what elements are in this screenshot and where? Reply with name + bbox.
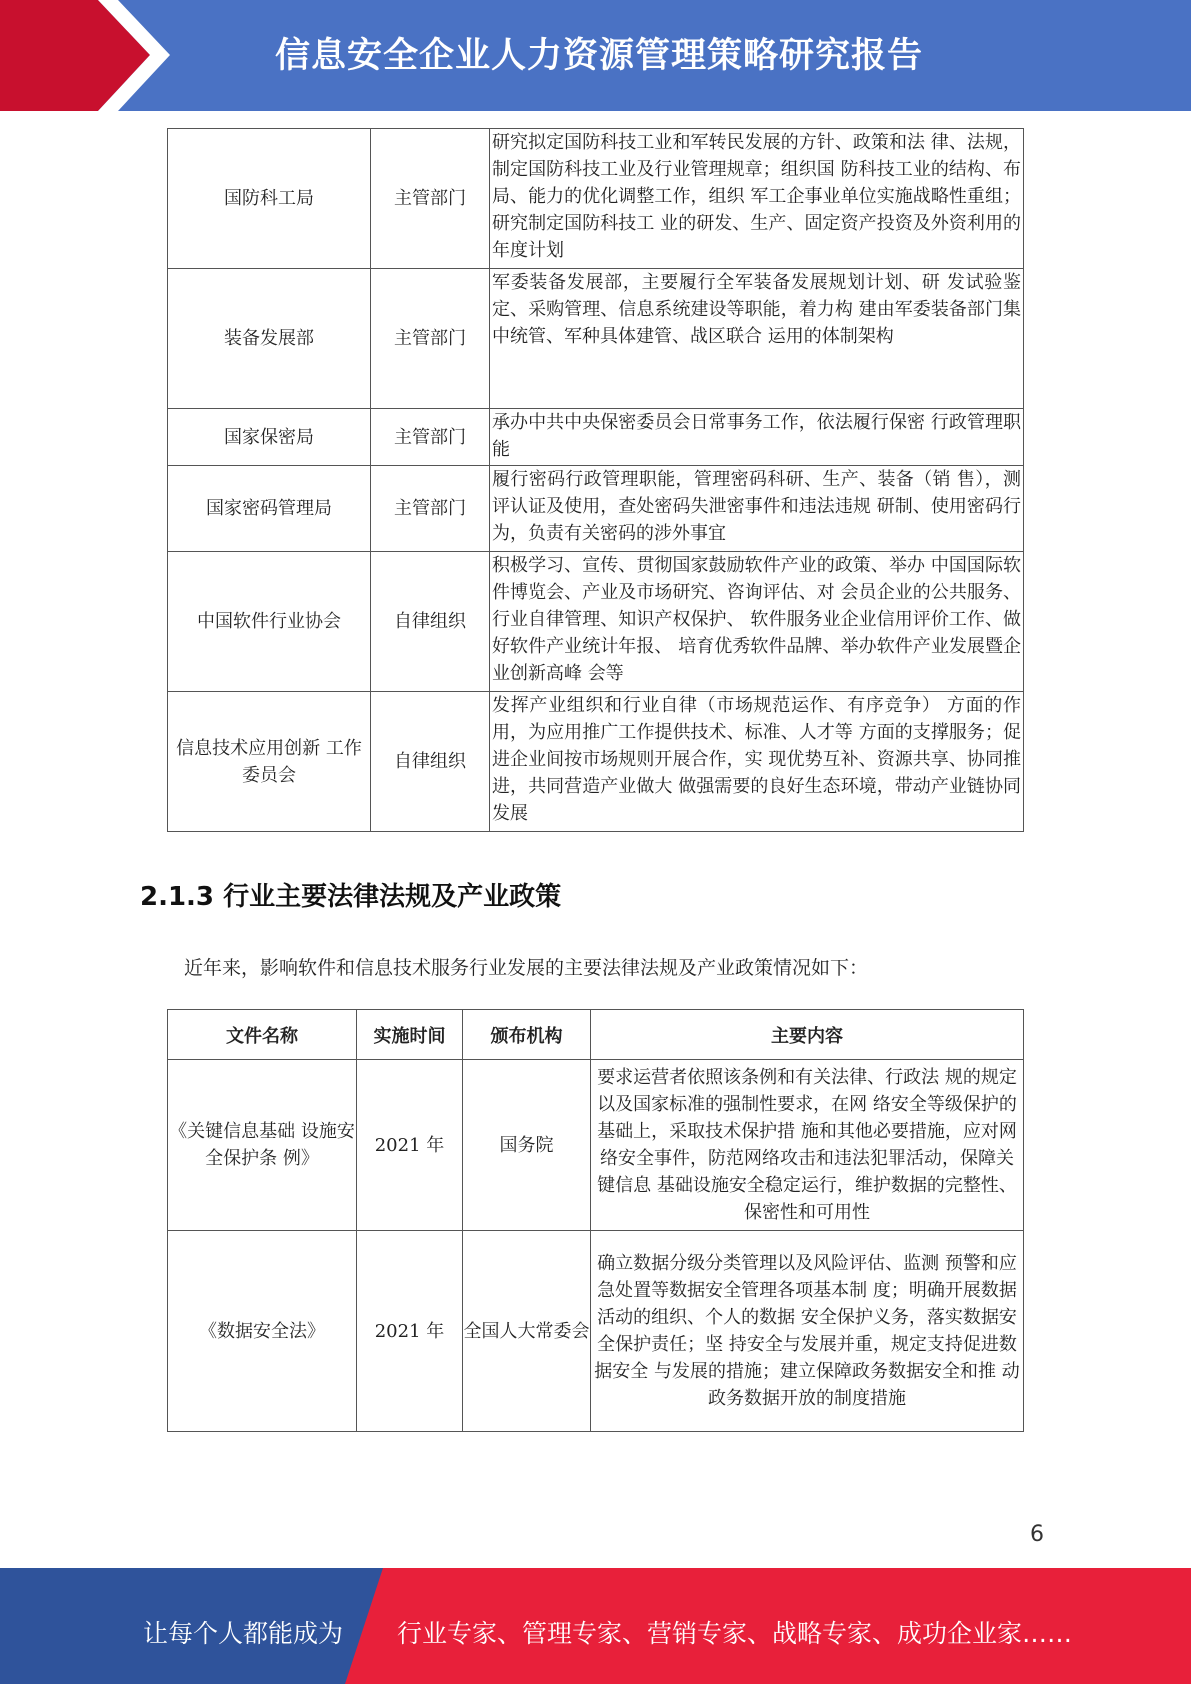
table-row [168, 129, 1024, 269]
body-type-cell: 主管部门 [371, 409, 490, 466]
section-intro-paragraph: 近年来，影响软件和信息技术服务行业发展的主要法律法规及产业政策情况如下： [184, 957, 869, 979]
table-row [168, 409, 1024, 466]
table-row [168, 692, 1024, 832]
footer-slogan-left: 让每个人都能成为 [143, 1619, 344, 1648]
table-row [168, 552, 1024, 692]
laws-policies-table [167, 1009, 1024, 1432]
report-title: 信息安全企业人力资源管理策略研究报告 [275, 36, 924, 76]
table-row [168, 1060, 1024, 1231]
doc-name-cell: 《数据安全法》 [168, 1231, 357, 1432]
body-desc-cell: 发挥产业组织和行业自律（市场规范运作、有序竞争） 方面的作用，为应用推广工作提供技术、标准、人才等 方面的支撑服务；促进企业间按市场规则开展合作，实 现优势互补、资源共享、协同推进，共同营造产业做大 做强需要的良好生态环境，带动产业链协同发展 [490, 692, 1024, 832]
main-content-cell: 要求运营者依照该条例和有关法律、行政法 规的规定以及国家标准的强制性要求，在网 络安全等级保护的基础上，采取技术保护措 施和其他必要措施，应对网络安全事件，防范网络攻击和违法犯罪活动，保障关键信息 基础设施安全稳定运行，维护数据的完整性、 保密性和可用性 [591, 1060, 1024, 1231]
section-heading: 2.1.3 行业主要法律法规及产业政策 [140, 882, 562, 912]
doc-name-cell: 《关键信息基础 设施安全保护条 例》 [168, 1060, 357, 1231]
page-header [0, 0, 1191, 111]
body-type-cell: 自律组织 [371, 692, 490, 832]
body-type-cell: 主管部门 [371, 269, 490, 409]
body-type-cell: 自律组织 [371, 552, 490, 692]
body-name-cell: 国家密码管理局 [168, 466, 371, 552]
column-header-issuer: 颁布机构 [463, 1010, 591, 1060]
effective-date-cell: 2021 年 [357, 1060, 463, 1231]
issuer-cell: 国务院 [463, 1060, 591, 1231]
body-name-cell: 信息技术应用创新 工作委员会 [168, 692, 371, 832]
page-number: 6 [1030, 1522, 1044, 1547]
body-type-cell: 主管部门 [371, 129, 490, 269]
table-header-row [168, 1010, 1024, 1060]
column-header-effective-date: 实施时间 [357, 1010, 463, 1060]
body-desc-cell: 军委装备发展部，主要履行全军装备发展规划计划、研 发试验鉴定、采购管理、信息系统建设等职能，着力构 建由军委装备部门集中统管、军种具体建管、战区联合 运用的体制架构 [490, 269, 1024, 409]
body-name-cell: 装备发展部 [168, 269, 371, 409]
effective-date-cell: 2021 年 [357, 1231, 463, 1432]
body-desc-cell: 承办中共中央保密委员会日常事务工作，依法履行保密 行政管理职能 [490, 409, 1024, 466]
main-content-cell: 确立数据分级分类管理以及风险评估、监测 预警和应急处置等数据安全管理各项基本制 度；明确开展数据活动的组织、个人的数据 安全保护义务，落实数据安全保护责任；坚 持安全与发展并重，规定支持促进数据安全 与发展的措施；建立保障政务数据安全和推 动政务数据开放的制度措施 [591, 1231, 1024, 1432]
body-name-cell: 中国软件行业协会 [168, 552, 371, 692]
regulatory-bodies-table [167, 128, 1024, 832]
column-header-doc-name: 文件名称 [168, 1010, 357, 1060]
body-desc-cell: 履行密码行政管理职能，管理密码科研、生产、装备（销 售），测评认证及使用，查处密码失泄密事件和违法违规 研制、使用密码行为，负责有关密码的涉外事宜 [490, 466, 1024, 552]
footer-slogan-right: 行业专家、管理专家、营销专家、战略专家、成功企业家…… [397, 1619, 1073, 1648]
body-desc-cell: 研究拟定国防科技工业和军转民发展的方针、政策和法 律、法规，制定国防科技工业及行业管理规章；组织国 防科技工业的结构、布局、能力的优化调整工作，组织 军工企事业单位实施战略性重组；研究制定国防科技工 业的研发、生产、固定资产投资及外资利用的年度计划 [490, 129, 1024, 269]
column-header-main-content: 主要内容 [591, 1010, 1024, 1060]
table-row [168, 466, 1024, 552]
issuer-cell: 全国人大常委会 [463, 1231, 591, 1432]
table-row [168, 269, 1024, 409]
table-row [168, 1231, 1024, 1432]
body-type-cell: 主管部门 [371, 466, 490, 552]
body-name-cell: 国家保密局 [168, 409, 371, 466]
body-desc-cell: 积极学习、宣传、贯彻国家鼓励软件产业的政策、举办 中国国际软件博览会、产业及市场研究、咨询评估、对 会员企业的公共服务、行业自律管理、知识产权保护、 软件服务业企业信用评价工作、做好软件产业统计年报、 培育优秀软件品牌、举办软件产业发展暨企业创新高峰 会等 [490, 552, 1024, 692]
body-name-cell: 国防科工局 [168, 129, 371, 269]
